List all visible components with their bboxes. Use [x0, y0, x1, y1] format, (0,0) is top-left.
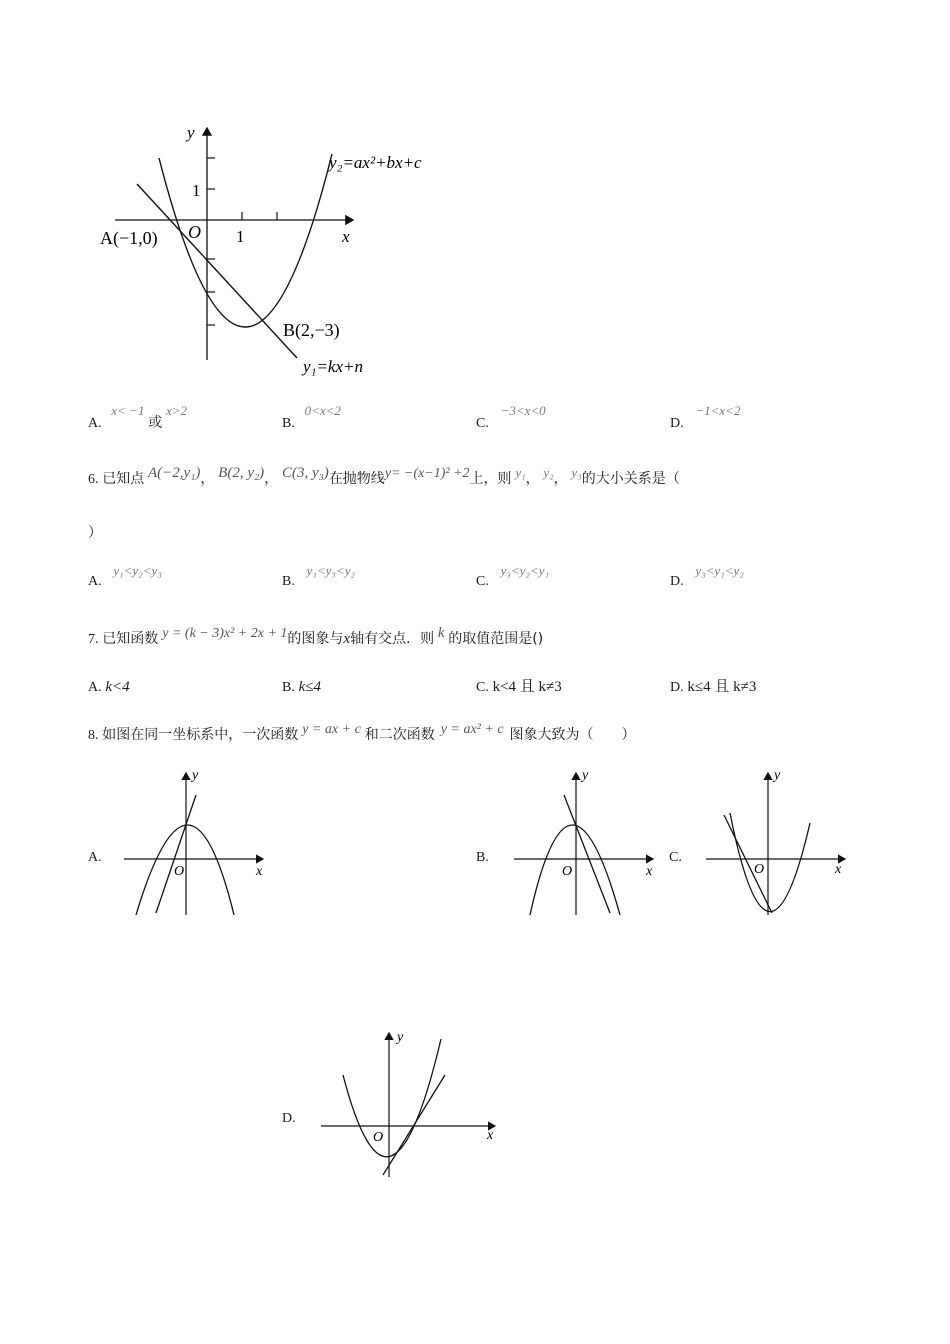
q8-number: 8.	[88, 728, 99, 743]
origin-label: O	[373, 1130, 384, 1145]
q7-option-d[interactable]	[670, 676, 756, 699]
option-math: y₃<y₂<y₁	[500, 563, 550, 578]
fig5-origin: O	[188, 222, 201, 242]
q7-text-2: 的图象与	[287, 631, 344, 647]
q6-text-3: 上，则	[469, 471, 512, 487]
fig5-tick-x1: 1	[236, 227, 245, 246]
fig5-curve-label: y₂=ax²+bx+c	[329, 153, 422, 172]
q7-option-b[interactable]	[282, 676, 321, 699]
q6-equation: y= −(x−1)² +2	[384, 466, 470, 481]
option-letter: D.	[670, 574, 684, 589]
option-text: k<4	[105, 679, 130, 695]
q7-text-4: 的取值范围是()	[448, 631, 544, 647]
q6-stem: 6. 已知点 A(−2,y₁)， B(2, y₂)， C(3, y₃)在抛物线y= −(x−1)² +2上，则 y₁， y₂， y₃的大小关系是（	[88, 465, 680, 487]
option-math: 0<x<2	[304, 403, 341, 418]
q7-stem	[88, 625, 544, 651]
q7-equation: y = (k − 3)x² + 2x + 1	[162, 626, 288, 641]
option-text: k<4 且 k≠3	[492, 679, 562, 695]
q6-point-b: B(2, y₂)	[218, 465, 265, 481]
option-math-2: x>2	[165, 403, 187, 418]
q8-graph-d-letter: D.	[282, 1111, 296, 1126]
q8-graph-c[interactable]	[700, 765, 860, 920]
q6-point-c: C(3, y₃)	[281, 465, 329, 481]
q8-equation-2: y = ax² + c	[440, 722, 504, 737]
q7-option-c[interactable]	[476, 676, 562, 699]
q8-graph-a[interactable]	[118, 765, 278, 920]
fig5-line-label: y₁=kx+n	[303, 357, 363, 376]
option-letter: C.	[476, 680, 489, 695]
axis-x-label: x	[256, 864, 263, 879]
q6-option-d[interactable]	[670, 560, 744, 589]
option-letter: A.	[88, 680, 102, 695]
q6-option-b[interactable]	[282, 560, 356, 589]
fig5-tick-y1: 1	[192, 181, 201, 200]
option-letter: D.	[670, 680, 684, 695]
option-letter: A.	[88, 574, 102, 589]
q6-number: 6.	[88, 472, 99, 487]
fig5-y-label: y	[187, 123, 195, 142]
q8-graph-c-letter: C.	[669, 850, 682, 865]
axis-y-label: y	[582, 768, 589, 783]
q8-text-1: 如图在同一坐标系中，一次函数	[102, 727, 299, 743]
q6-point-a: A(−2,y₁)	[148, 465, 201, 481]
q6-sep-1: ，	[200, 471, 215, 487]
fig5-point-a: A(−1,0)	[100, 228, 158, 248]
origin-label: O	[562, 864, 573, 879]
option-letter: B.	[282, 416, 295, 431]
q6-option-c[interactable]	[476, 560, 550, 589]
q8-equation-1: y = ax + c	[302, 722, 361, 737]
option-math: x< −1	[111, 403, 145, 418]
q8-graph-d[interactable]	[315, 1025, 505, 1185]
fig5-x-label: x	[342, 227, 350, 246]
option-text: k≤4	[298, 679, 321, 695]
q7-text-3: 轴有交点．则	[350, 631, 435, 647]
q5-option-a[interactable]	[88, 400, 187, 431]
q7-number: 7.	[88, 632, 99, 647]
q7-text-1: 已知函数	[102, 631, 159, 647]
q6-text-1: 已知点	[102, 471, 145, 487]
q8-graph-b-letter: B.	[476, 850, 489, 865]
q6-y2: y₂	[543, 465, 554, 480]
q6-text-2: 在抛物线	[328, 471, 385, 487]
option-math: y₁<y₃<y₂	[306, 563, 356, 578]
q8-text-3: 图象大致为（ ）	[509, 727, 636, 743]
axis-x-label: x	[487, 1128, 494, 1143]
line-y1	[137, 184, 297, 358]
origin-label: O	[754, 862, 765, 877]
option-math: −3<x<0	[500, 403, 546, 418]
q6-y1: y₁	[515, 465, 526, 480]
option-math: −1<x<2	[695, 403, 741, 418]
q5-option-b[interactable]	[282, 400, 341, 431]
option-letter: B.	[282, 574, 295, 589]
q6-sep-2: ，	[264, 471, 279, 487]
q5-figure	[95, 118, 455, 388]
q6-text-4: 的大小关系是（	[581, 471, 680, 487]
q8-graph-b[interactable]	[508, 765, 668, 920]
axis-y-label: y	[774, 768, 781, 783]
option-mid: 或	[148, 415, 163, 431]
option-letter: D.	[670, 416, 684, 431]
option-letter: C.	[476, 416, 489, 431]
q8-stem	[88, 724, 636, 747]
q5-option-d[interactable]	[670, 400, 741, 431]
option-letter: A.	[88, 416, 102, 431]
q5-option-c[interactable]	[476, 400, 546, 431]
axis-x-label: x	[646, 864, 653, 879]
origin-label: O	[174, 864, 185, 879]
q8-graph-a-letter: A.	[88, 850, 102, 865]
axis-y-label: y	[192, 768, 199, 783]
q7-option-a[interactable]	[88, 676, 130, 699]
q7-var-x: x	[343, 631, 351, 647]
q8-text-2: 和二次函数	[364, 727, 435, 743]
option-letter: C.	[476, 574, 489, 589]
option-text: k≤4 且 k≠3	[687, 679, 757, 695]
q7-var-k: k	[437, 625, 445, 641]
q6-y3: y₃	[571, 465, 582, 480]
axis-x-label: x	[835, 862, 842, 877]
axis-y-label: y	[397, 1030, 404, 1045]
option-letter: B.	[282, 680, 295, 695]
q6-option-a[interactable]	[88, 560, 162, 589]
option-math: y₃<y₁<y₂	[695, 563, 744, 578]
option-math: y₁<y₂<y₃	[113, 563, 162, 578]
fig5-point-b: B(2,−3)	[283, 320, 340, 340]
q6-close-paren: ）	[88, 525, 102, 541]
